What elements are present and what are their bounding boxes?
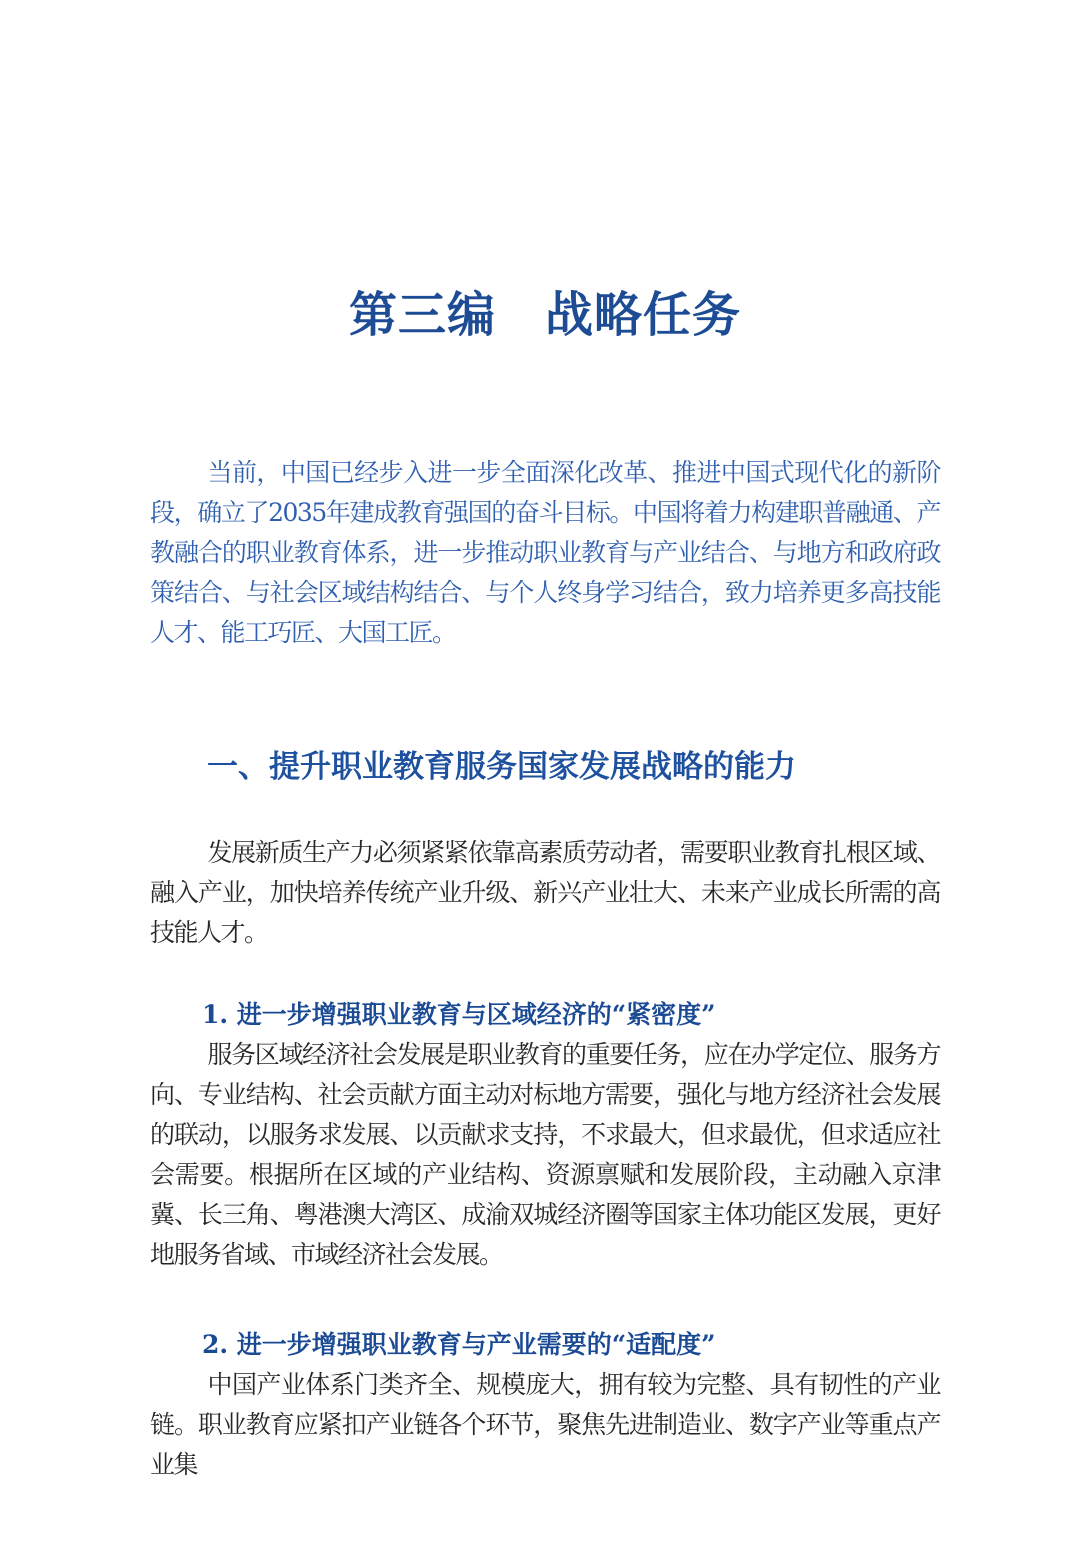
section-heading: 一、提升职业教育服务国家发展战略的能力 bbox=[207, 749, 796, 785]
page-title: 第三编 战略任务 bbox=[348, 287, 741, 343]
subsection-1-paragraph: 服务区域经济社会发展是职业教育的重要任务，应在办学定位、服务方向、专业结构、社会贡献方面主动对标地方需要，强化与地方经济社会发展的联动，以服务求发展、以贡献求支持，不求最大，但求最优，但求适应社会需要。根据所在区域的产业结构、资源禀赋和发展阶段，主动融入京津冀、长三角、粤港澳大湾区、成渝双城经济圈等国家主体功能区发展，更好地服务省域、市域经济社会发展。 bbox=[150, 1040, 940, 1269]
section-lead-paragraph: 发展新质生产力必须紧紧依靠高素质劳动者，需要职业教育扎根区域、融入产业，加快培养传统产业升级、新兴产业壮大、未来产业成长所需的高技能人才。 bbox=[150, 838, 940, 947]
subsection-2-paragraph: 中国产业体系门类齐全、规模庞大，拥有较为完整、具有韧性的产业链。职业教育应紧扣产业链各个环节，聚焦先进制造业、数字产业等重点产业集 bbox=[150, 1370, 940, 1479]
subsection-2-heading: 2. 进一步增强职业教育与产业需要的“适配度” bbox=[202, 1330, 716, 1359]
subsection-1-heading: 1. 进一步增强职业教育与区域经济的“紧密度” bbox=[202, 1000, 716, 1029]
intro-paragraph: 当前，中国已经步入进一步全面深化改革、推进中国式现代化的新阶段，确立了2035年建成教育强国的奋斗目标。中国将着力构建职普融通、产教融合的职业教育体系，进一步推动职业教育与产业结合、与地方和政府政策结合、与社会区域结构结合、与个人终身学习结合，致力培养更多高技能人才、能工巧匠、大国工匠。 bbox=[150, 458, 940, 647]
